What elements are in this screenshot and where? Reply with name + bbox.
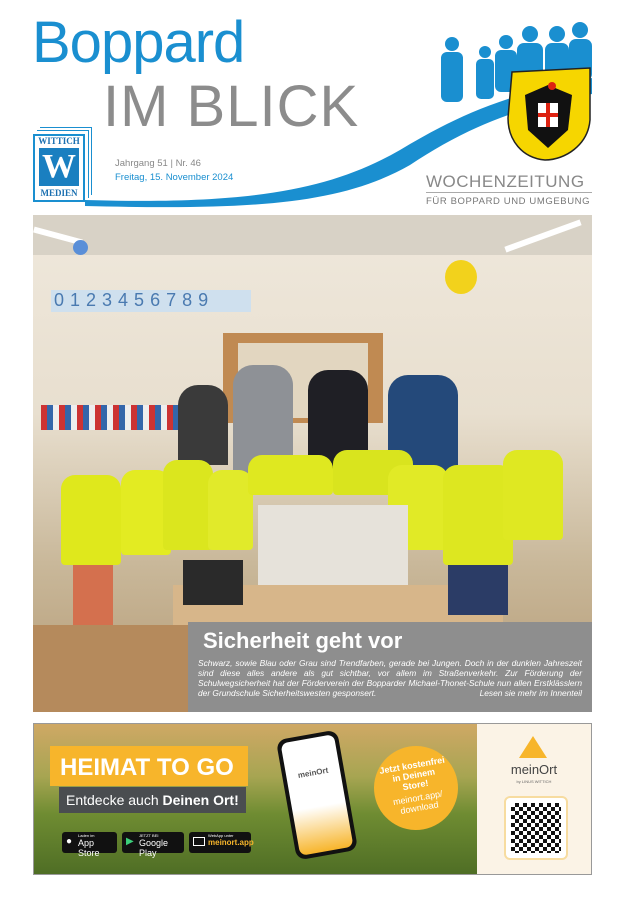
divider: [426, 192, 592, 193]
brand-subtitle: by LINUS WITTICH: [516, 779, 552, 784]
ad-tagline-pre: Entdecke auch: [66, 792, 163, 808]
ad-tagline: [59, 787, 246, 813]
brand-name: meinOrt: [510, 762, 558, 777]
meinort-ad[interactable]: [33, 723, 592, 875]
logo-text-bottom: MEDIEN: [40, 188, 78, 198]
monitor-icon: [193, 837, 205, 846]
paper-type: WOCHENZEITUNG: [426, 172, 585, 191]
webapp-small: WebApp unter: [208, 833, 234, 838]
lead-body: [198, 658, 582, 698]
paper-region: FÜR BOPPARD UND UMGEBUNG: [426, 196, 591, 207]
app-store-small: Laden im: [78, 833, 95, 838]
lead-body-text: Schwarz, sowie Blau oder Grau sind Trendfarben, gerade bei Jungen. Doch in der dunklen Jahreszeit sind diese alles andere als gut sichtbar, vor allem im Straßenverkehr. Zur Förderung der Schulwegsicherheit hat der Förderverein der Bopparder Michael-Thonet-Schule nun allen Erstklässlern der Grundschule Sicherheitswesten gesponsert.: [198, 658, 582, 698]
badge-url: meinort.app/ download: [392, 788, 444, 816]
qr-code[interactable]: [504, 796, 568, 860]
google-play-button[interactable]: [122, 832, 184, 858]
google-play-small: JETZT BEI: [139, 833, 159, 838]
lead-caption-box: [188, 622, 592, 712]
badge-text: Jetzt kostenfrei in Deinem Store!: [378, 754, 446, 793]
ad-tagline-bold: Deinen Ort!: [162, 792, 239, 808]
meinort-logo-icon: [519, 736, 547, 758]
issue-date: Freitag, 15. November 2024: [115, 172, 234, 183]
brand-panel: [477, 724, 591, 874]
apple-icon: ●: [66, 836, 73, 847]
logo-text-top: WITTICH: [38, 136, 80, 146]
ad-headline: HEIMAT TO GO: [50, 746, 248, 786]
phone-image: [276, 730, 358, 861]
app-store-button[interactable]: [62, 832, 117, 858]
app-store-label: App Store: [78, 838, 100, 858]
google-play-label: Google Play: [139, 838, 169, 858]
phone-app-brand: meinOrt: [281, 734, 354, 856]
number-board: 0123456789: [51, 290, 251, 312]
masthead-subtitle: IM BLICK: [103, 74, 360, 139]
webapp-label: meinort.app: [208, 838, 254, 847]
masthead-title: Boppard: [32, 10, 245, 75]
wittich-medien-logo: [33, 134, 85, 202]
lead-headline: Sicherheit geht vor: [203, 628, 403, 653]
play-icon: ▶: [126, 836, 134, 847]
logo-w-icon: W: [39, 148, 79, 186]
issue-number: Jahrgang 51 | Nr. 46: [115, 158, 201, 169]
read-more: Lesen sie mehr im Innenteil: [479, 688, 582, 698]
coat-of-arms-icon: [508, 68, 590, 160]
webapp-button[interactable]: [189, 832, 254, 853]
free-download-badge: [367, 739, 464, 836]
